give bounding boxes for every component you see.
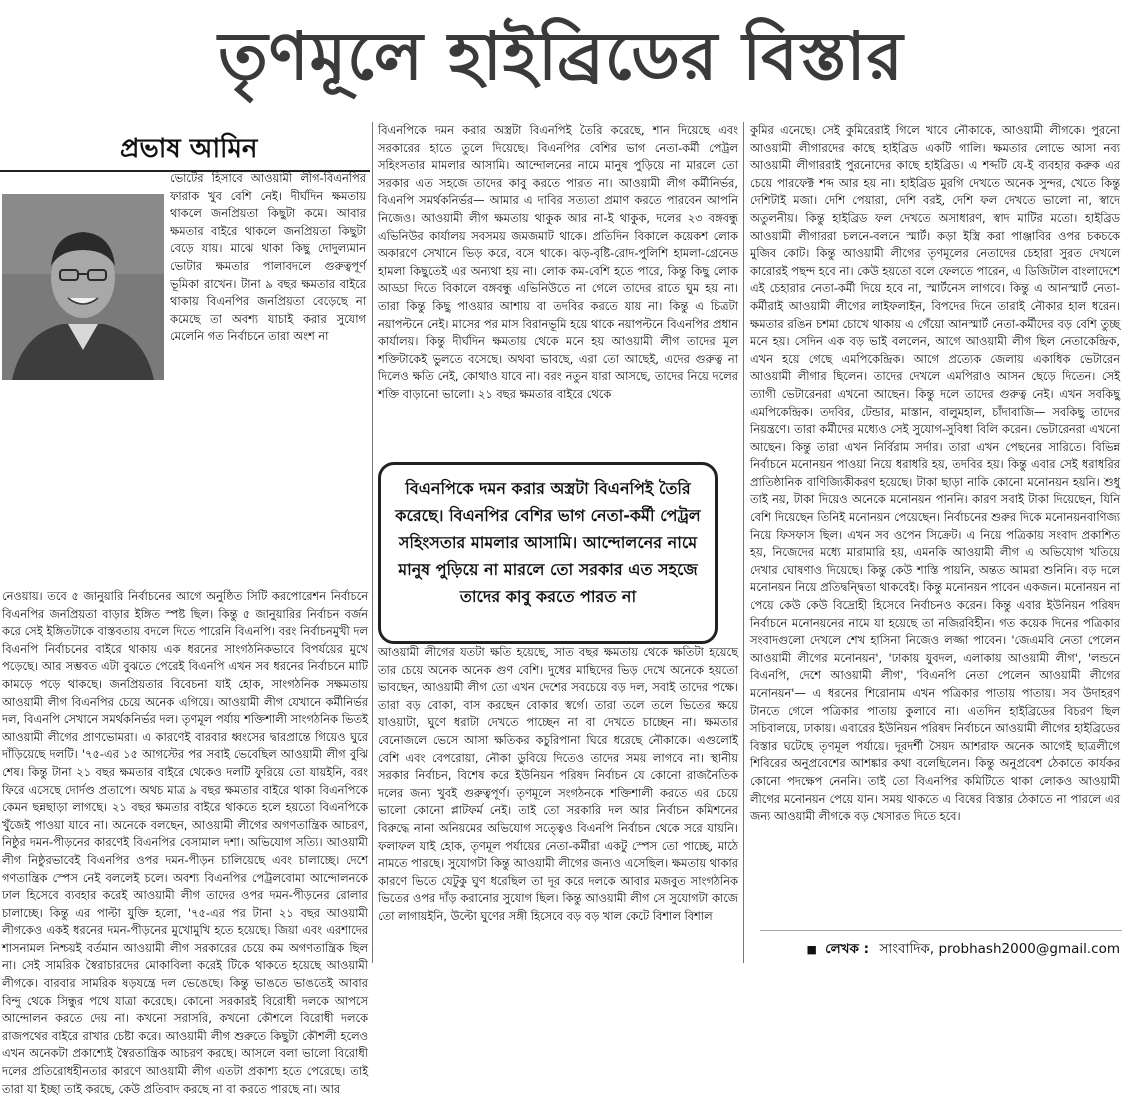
- pull-quote: বিএনপিকে দমন করার অস্ত্রটা বিএনপিই তৈরি করেছে। বিএনপির বেশির ভাগ নেতা-কর্মী পেট্রল সহিংসতার মামলার আসামি। আন্দোলনের নামে মানুষ পুড়িয়ে না মারলে তো সরকার এত সহজে তাদের কাবু করতে পারত না: [378, 462, 718, 644]
- author-photo: [2, 194, 164, 380]
- article-text-column-3: [750, 122, 1120, 930]
- paragraph: নেওয়ায়। তবে ৫ জানুয়ারি নির্বাচনের আগে অনুষ্ঠিত সিটি করপোরেশন নির্বাচনে বিএনপির জনপ্রিয়তা বাড়ার ইঙ্গিত স্পষ্ট ছিল। কিন্তু ৫ জানুয়ারির নির্বাচন বর্জন করে সেই ইঙ্গিতটাকে বাস্তবতায় বদলে দিতে পারেনি বিএনপি। বরং নির্বাচনমুখী দল বিএনপি নির্বাচনের বাইরে থাকায় এক ধরনের সাংগঠনিকভাবে বিপর্যয়ের মুখে পড়েছে। আর সম্ভবত এটা বুঝতে পেরেই বিএনপি এখন সব ধরনের নির্বাচনে মাটি কামড়ে পড়ে থাকছে। জনপ্রিয়তার বিবেচনা যাই হোক, সাংগঠনিক সক্ষমতায় আওয়ামী লীগ বিএনপির চেয়ে অনেক এগিয়ে। আওয়ামী লীগ যেখানে কর্মীনির্ভর দল, বিএনপি সেখানে সমর্থকনির্ভর দল। তৃণমূল পর্যায় শক্তিশালী সাংগঠনিক ভিতই আওয়ামী লীগের প্রাণভোমরা। এ কারণেই বারবার ধ্বংসের দ্বারপ্রান্তে গিয়েও ঘুরে দাঁড়িয়েছে দলটি। '৭৫-এর ১৫ আগস্টের পর সবাই ভেবেছিল আওয়ামী লীগ বুঝি শেষ। কিন্তু টানা ২১ বছর ক্ষমতার বাইরে থেকেও দলটি ফুরিয়ে তো যায়ইনি, বরং ফিরে এসেছে দোর্দণ্ড প্রতাপে। অথচ মাত্র ৯ বছর ক্ষমতার বাইরে থাকা বিএনপিকে কেমন ছন্নছাড়া লাগছে। ২১ বছর ক্ষমতার বাইরে থাকতে হলে হয়তো বিএনপিকে খুঁজেই পাওয়া যাবে না। অনেকে বলছেন, আওয়ামী লীগের অগণতান্ত্রিক আচরণ, নিষ্ঠুর দমন-পীড়নের কারণেই বিএনপির বেসামাল দশা। অভিযোগ সত্যি। আওয়ামী লীগ নিষ্ঠুরভাবেই বিএনপির ওপর দমন-পীড়ন চালিয়েছে এবং চালাচ্ছে। দেশে গণতান্ত্রিক স্পেস নেই বললেই চলে। অবশ্য বিএনপির পেট্রলবোমা আন্দোলনকে ঢাল হিসেবে ব্যবহার করেই আওয়ামী লীগ তাদের ওপর দমন-পীড়নের রোলার চালাচ্ছে। কিন্তু এর পাল্টা যুক্তি হলো, '৭৫-এর পর টানা ২১ বছর আওয়ামী লীগকেও একই ধরনের দমন-পীড়নের মুখোমুখি হতে হয়েছে। জিয়া এবং এরশাদের শাসনামল নিশ্চয়ই বর্তমান আওয়ামী লীগ সরকারের চেয়ে কম অগণতান্ত্রিক ছিল না। সেই সামরিক স্বৈরাচারদের মোকাবিলা করেই টিকে থাকতে হয়েছে আওয়ামী লীগকে। বারবার সামরিক ষড়যন্ত্রে দল ভেঙেছে। কিন্তু ভাঙতে ভাঙতেই আবার বিন্দু থেকে সিন্ধুর পথে যাত্রা করেছে। কোনো সরকারই বিরোধী দলকে আপসে আন্দোলন করতে দেয় না। কখনো সরাসরি, কখনো কৌশলে বিরোধী দলকে রাজপথের বাইরে রাখার চেষ্টা করে। আওয়ামী লীগ শুরুতে কিছুটা কৌশলী হলেও এখন অনেকটা প্রকাশ্যেই স্বৈরতান্ত্রিক আচরণ করছে। আসলে বলা ভালো বিরোধী দলের প্রতিরোধহীনতার কারণে আওয়ামী লীগ এতটা প্রকাশ্য হতে পেরেছে। তাই তারা যা ইচ্ছা তাই করছে, কেউ প্রতিবাদ করছে না বা করতে পারছে না। আর: [2, 589, 368, 1096]
- headline: তৃণমূলে হাইব্রিডের বিস্তার: [218, 18, 904, 95]
- bullet-icon: ■: [806, 943, 817, 956]
- paragraph: বিএনপিকে দমন করার অস্ত্রটা বিএনপিই তৈরি করেছে, শান দিয়েছে এবং সরকারের হাতে তুলে দিয়েছে। বিএনপির বেশির ভাগ নেতা-কর্মী পেট্রল সহিংসতার মামলার আসামি। আন্দোলনের নামে মানুষ পুড়িয়ে না মারলে তো সরকার এত সহজে তাদের কাবু করতে পারত না। আওয়ামী লীগ কর্মীনির্ভর, বিএনপি সমর্থকনির্ভর— আমার এ দাবির সত্যতা প্রমাণ করতে পারবেন আপনি নিজেও। আওয়ামী লীগ ক্ষমতায় থাকুক আর না-ই থাকুক, দলের ২৩ বঙ্গবন্ধু এভিনিউর কার্যালয় সবসময় জমজমাট থাকে। প্রতিদিন বিকালে কয়েকশ লোক অকারণে সেখানে ভিড় করে, বসে থাকে। ঝড়-বৃষ্টি-রোদ-পুলিশি হামলা-গ্রেনেড হামলা কিছুতেই এর অন্যথা হয় না। লোক কম-বেশি হতে পারে, কিন্তু কিছু লোক আড্ডা দিতে বিকালে বঙ্গবন্ধু এভিনিউতে না গেলে তাদের রাতে ঘুম হয় না। তারা কিন্তু কিছু পাওয়ার আশায় বা তদবির করতে যায় না। কিন্তু এ চিত্রটা নয়াপল্টনে নেই। মাসের পর মাস বিরানভূমি হয়ে থাকে নয়াপল্টনে বিএনপির প্রধান কার্যালয়। কিন্তু দীর্ঘদিন ক্ষমতায় থেকে মনে হয় আওয়ামী লীগ তাদের মূল শক্তিটাকেই ভুলতে বসেছে। অথবা ভাবছে, এরা তো আছেই, এদের গুরুত্ব না দিলেও ক্ষতি নেই, কোথাও যাবে না। বরং নতুন যারা আসছে, তাদের নিয়ে দলের শক্তি বাড়ানো ভালো। ২১ বছর ক্ষমতার বাইরে থেকে: [378, 123, 738, 401]
- article-text-column-1: [2, 588, 368, 1096]
- paragraph: আওয়ামী লীগের যতটা ক্ষতি হয়েছে, সাত বছর ক্ষমতায় থেকে ক্ষতিটা হয়েছে তার চেয়ে অনেক অনেক গুণ বেশি। দুধের মাছিদের ভিড় দেখে অনেকে হয়তো ভাবছেন, আওয়ামী লীগ তো এখন দেশের সবচেয়ে বড় দল, সবাই তাদের পক্ষে। তারা বড় বোকা, বাস করছেন বোকার স্বর্গে। তারা তলে তলে ভিতের ক্ষয়ে যাওয়াটা, ঘুণে ধরাটা দেখতে পাচ্ছেন না বা দেখতে চাচ্ছেন না। ক্ষমতার বেনোজলে ভেসে আসা ক্ষতিকর কচুরিপানা ঘিরে ধরেছে নৌকাকে। এগুলোই বেশি এবং বেপরোয়া, নৌকা ডুবিয়ে দিতেও তাদের সময় লাগবে না। স্থানীয় সরকার নির্বাচন, বিশেষ করে ইউনিয়ন পরিষদ নির্বাচন যে কোনো রাজনৈতিক দলের জন্য খুবই গুরুত্বপূর্ণ। তৃণমূলে সংগঠনকে শক্তিশালী করতে এর চেয়ে ভালো কোনো প্লাটফর্ম নেই। তাই তো সরকারি দল আর নির্বাচন কমিশনের বিরুদ্ধে নানা অনিয়মের অভিযোগ সত্ত্বেও বিএনপি নির্বাচন থেকে সরে যায়নি। ফলাফল যাই হোক, তৃণমূল পর্যায়ের নেতা-কর্মীরা একটু স্পেস তো পাচ্ছে, মাঠে নামতে পারছে। সুযোগটা কিন্তু আওয়ামী লীগের জন্যও এসেছিল। ক্ষমতায় থাকার কারণে ভিতে যেটুকু ঘুণ ধরেছিল তা দূর করে দলকে আবার মজবুত সাংগঠনিক ভিতের ওপর দাঁড় করানোর সুযোগ ছিল। কিন্তু আওয়ামী লীগ সে সুযোগটা কাজে তো লাগায়ইনি, উল্টো ঘুণের সঙ্গী হিসেবে বড় বড় খাল কেটে বিশাল বিশাল: [378, 645, 738, 923]
- article-text-column-2-bottom: [378, 644, 738, 963]
- column-divider: [372, 122, 373, 963]
- byline: প্রভাষ আমিন: [120, 134, 258, 164]
- author-signature: [800, 938, 1120, 961]
- signature-label: লেখক :: [825, 941, 870, 957]
- signature-rule: [760, 930, 1122, 931]
- paragraph: কুমির এনেছে। সেই কুমিরেরাই গিলে খাবে নৌকাকে, আওয়ামী লীগকে। পুরনো আওয়ামী লীগারদের কাছে হাইব্রিড একটি গালি। ক্ষমতার লোভে আসা নব্য আওয়ামী লীগাররাই পুরনোদের কাছে হাইব্রিড। এ শব্দটি যে-ই ব্যবহার করুক এর চেয়ে পারফেক্ট শব্দ আর হয় না। হাইব্রিড মুরগি দেখতে অনেক সুন্দর, খেতে কিন্তু দেশিটাই মজা। দেশি পেয়ারা, দেশি বরই, দেশি ফল দেখতে ভালো না, স্বাদে অতুলনীয়। কিন্তু হাইব্রিড ফল দেখতে অসাধারণ, স্বাদ মাটির মতো। হাইব্রিড আওয়ামী লীগাররা চলনে-বলনে স্মার্ট। কড়া ইস্ত্রি করা পাঞ্জাবির ওপর চকচকে মুজিব কোট। কিন্তু আওয়ামী লীগের তৃণমূলের নেতাদের চেহারা সুরত দেখলে কারোরই পছন্দ হবে না। কেউ হয়তো বলে ফেলতে পারেন, এ ডিজিটাল বাংলাদেশে এই চেহারার নেতা-কর্মী দিয়ে হবে না, স্মার্টনেস লাগবে। কিন্তু এ আনস্মার্ট নেতা-কর্মীরাই আওয়ামী লীগের লাইফলাইন, বিপদের দিনে তারাই নৌকার হাল ধরেন। ক্ষমতার রঙিন চশমা চোখে থাকায় এ গেঁয়ো আনস্মার্ট নেতা-কর্মীদের বড় বেশি তুচ্ছ মনে হয়। সেদিন এক বড় ভাই বললেন, আগে আওয়ামী লীগ ছিল নেতাকেন্দ্রিক, এখন হয়ে গেছে এমপিকেন্দ্রিক। আগে প্রত্যেক জেলায় একাধিক ভেটারেন আওয়ামী লীগার ছিলেন। তাদের দেখলে এমপিরাও আসন ছেড়ে দিতেন। সেই ত্যাগী ভেটারেনরা এখনো আছেন। কিন্তু দলে তাদের গুরুত্ব নেই। এখন সবকিছু এমপিকেন্দ্রিক। তদবির, টেন্ডার, মাস্তান, বালুমহাল, চাঁদাবাজি— সবকিছু তাদের নিয়ন্ত্রণে। তারা কর্মীদের মধ্যেও সেই সুযোগ-সুবিধা বিলি করেন। ভেটারেনরা এখনো আছেন। কিন্তু তারা এখন নির্বিরাম সর্দার। তারা এখন পেছনের সারিতে। বিভিন্ন নির্বাচনে মনোনয়ন পাওয়া নিয়ে ধরাধরি হয়, তদবির হয়। কিন্তু এবার সেই ধরাধরির প্রাতিষ্ঠানিক বাণিজ্যিকীকরণ হয়েছে। টাকা ছাড়া নাকি কোনো মনোনয়ন হয়নি। শুধু তাই নয়, টাকা দিয়েও অনেকে মনোনয়ন পাননি। কারণ সবাই টাকা দিয়েছেন, যিনি বেশি দিয়েছেন তিনিই মনোনয়ন পেয়েছেন। নির্বাচনের শুরুর দিকে মনোনয়নবাণিজ্য নিয়ে ফিসফাস ছিল। এখন সব ওপেন সিক্রেট। এ নিয়ে পত্রিকায় সংবাদ প্রকাশিত হয়, নিজেদের মধ্যে মারামারি হয়, এমনকি আওয়ামী লীগ এ অভিযোগ খতিয়ে দেখার ঘোষণাও দিয়েছে। কিন্তু কেউ শাস্তি পায়নি, অন্তত আমরা শুনিনি। বড় দলে মনোনয়ন নিয়ে প্রতিদ্বন্দ্বিতা থাকবেই। কিন্তু মনোনয়ন পাবেন একজন। মনোনয়ন না পেয়ে কেউ কেউ বিদ্রোহী হিসেবে নির্বাচনও করেন। কিন্তু এবার ইউনিয়ন পরিষদ নির্বাচনে মনোনয়নের নামে যা হয়েছে তা নজিরবিহীন। গত কয়েক দিনের পত্রিকার সংবাদগুলো দেখলে শেখ হাসিনা নিজেও লজ্জা পাবেন। 'জেএমবি নেতা পেলেন আওয়ামী লীগের মনোনয়ন', 'ঢাকায় যুবদল, এলাকায় আওয়ামী লীগ', 'লন্ডনে বিএনপি, দেশে আওয়ামী লীগ', 'বিএনপি নেতা পেলেন আওয়ামী লীগের মনোনয়ন'— এ ধরনের শিরোনাম এখন পত্রিকার পাতায় পাতায়। সব উদাহরণ টানতে গেলে পত্রিকার পাতায় কুলাবে না। এতদিন হাইব্রিডের বিচরণ ছিল সচিবালয়ে, ঢাকায়। এবারের ইউনিয়ন পরিষদ নির্বাচনে আওয়ামী লীগের হাইব্রিডের বিস্তার ঘটেছে তৃণমূল পর্যায়ে। দূরদর্শী সৈয়দ আশরাফ অনেক আগেই ছাত্রলীগে শিবিরের অনুপ্রবেশের আশঙ্কার কথা বলেছিলেন। কিন্তু অনুপ্রবেশ ঠেকাতে কার্যকর কোনো পদক্ষেপ নেননি। তাই তো বিএনপির কমিটিতে থাকা লোকও আওয়ামী লীগের মনোনয়ন পেয়ে যান। সময় থাকতে এ বিষের বিস্তার ঠেকাতে না পারলে এর জন্য আওয়ামী লীগকে বড় খেসারত দিতে হবে।: [750, 123, 1121, 824]
- paragraph: ভোটের হিসাবে আওয়ামী লীগ-বিএনপির ফারাক খুব বেশি নেই। দীর্ঘদিন ক্ষমতায় থাকলে জনপ্রিয়তা কিছুটা কমে। আবার ক্ষমতার বাইরে থাকলে জনপ্রিয়তা কিছুটা বেড়ে যায়। মাঝে থাকা কিছু দোদুল্যমান ভোটার ক্ষমতার পালাবদলে গুরুত্বপূর্ণ ভূমিকা রাখেন। টানা ৯ বছর ক্ষমতার বাইরে থাকায় বিএনপির জনপ্রিয়তা বেড়েছে না কমেছে তা অবশ্য যাচাই করার সুযোগ মেলেনি গত নির্বাচনে তারা অংশ না: [170, 171, 366, 344]
- signature-value: সাংবাদিক, probhash2000@gmail.com: [879, 941, 1120, 957]
- article-text-beside-photo: [170, 170, 366, 588]
- column-divider: [743, 122, 744, 963]
